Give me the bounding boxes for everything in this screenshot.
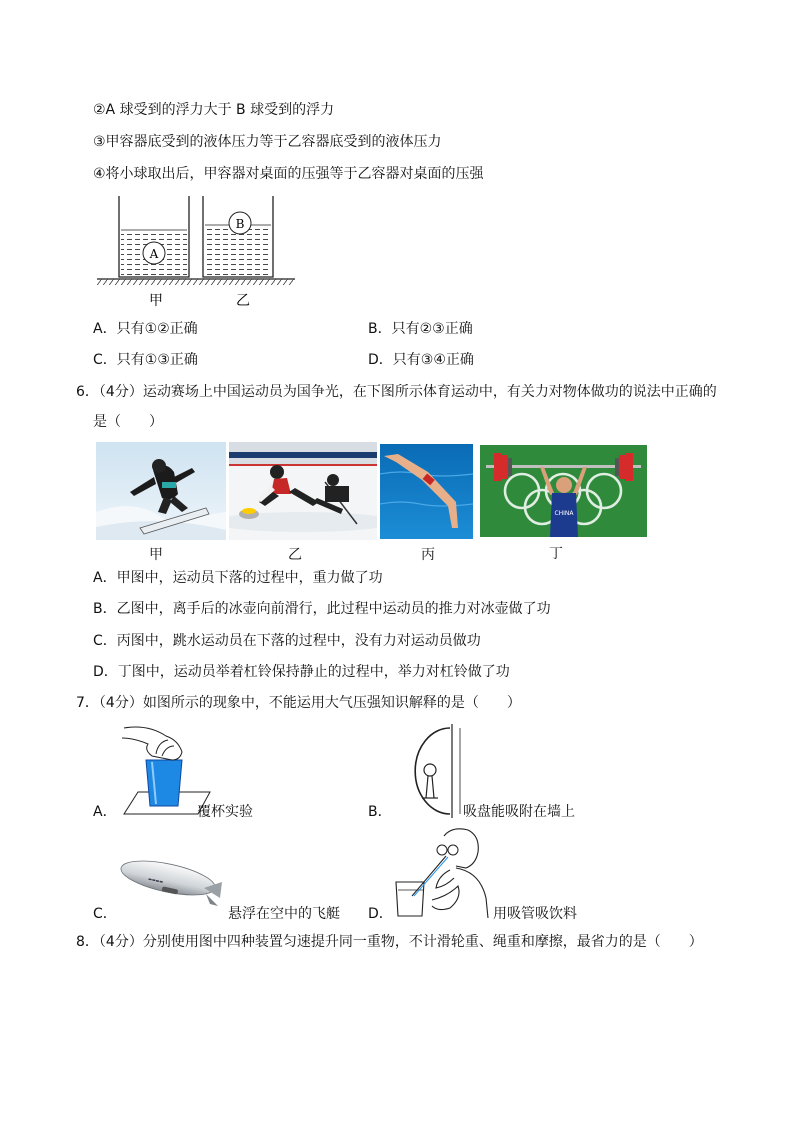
q5-container-figure [95,192,300,312]
q6-stem-line2: 是（ ） [93,414,163,430]
q7-option-b-letter[interactable]: B． [368,804,392,820]
q5-statement-4: ④将小球取出后，甲容器对桌面的压强等于乙容器对桌面的压强 [93,166,484,182]
suction-cup-figure [392,720,464,820]
snowboard-photo [96,442,226,540]
svg-text:▬▬▬▬: ▬▬▬▬ [147,876,164,885]
ball-a-label: A [149,247,159,261]
q5-option-b[interactable]: B．只有②③正确 [368,321,473,337]
label-yi: 乙 [236,293,250,309]
q5-option-d[interactable]: D．只有③④正确 [368,352,474,368]
q5-option-c[interactable]: C．只有①③正确 [93,352,198,368]
q6-option-c[interactable]: C．丙图中，跳水运动员在下落的过程中，没有力对运动员做功 [93,633,481,649]
airship-figure [118,852,226,914]
q5-option-a[interactable]: A．只有①②正确 [93,321,198,337]
q7-option-a-letter[interactable]: A． [93,804,117,820]
q8-stem: 8．（4分）分别使用图中四种装置匀速提升同一重物，不计滑轮重、绳重和摩擦，最省力的是（ ） [76,934,703,950]
shirt-label: CHINA [554,510,574,517]
q6-stem-line1: 6．（4分）运动赛场上中国运动员为国争光，在下图所示体育运动中，有关力对物体做功的说法中正确的 [76,384,717,400]
weightlifting-photo [480,445,647,537]
q6-option-a[interactable]: A．甲图中，运动员下落的过程中，重力做了功 [93,570,383,586]
q5-statement-3: ③甲容器底受到的液体压力等于乙容器底受到的液体压力 [93,134,442,150]
q7-option-d-caption: 用吸管吸饮料 [493,906,577,922]
label-jia: 甲 [149,293,163,309]
q5-statement-2: ②A 球受到的浮力大于 B 球受到的浮力 [93,102,335,118]
photo-caption-ding: 丁 [549,546,563,562]
q6-option-d[interactable]: D．丁图中，运动员举着杠铃保持静止的过程中，举力对杠铃做了功 [93,664,510,680]
diving-photo [380,444,473,539]
ball-b-label: B [235,217,245,231]
q7-stem: 7．（4分）如图所示的现象中，不能运用大气压强知识解释的是（ ） [76,695,521,711]
q7-option-c-caption: 悬浮在空中的飞艇 [228,906,340,922]
photo-caption-bing: 丙 [421,547,435,563]
q7-option-a-caption: 覆杯实验 [197,804,253,820]
straw-drinking-figure [392,826,492,920]
q7-option-b-caption: 吸盘能吸附在墙上 [463,804,575,820]
photo-caption-jia: 甲 [149,547,163,563]
q6-option-b[interactable]: B．乙图中，离手后的冰壶向前滑行，此过程中运动员的推力对冰壶做了功 [93,601,551,617]
q7-option-c-letter[interactable]: C． [93,906,117,922]
table-hatch [97,279,295,285]
photo-caption-yi: 乙 [288,547,302,563]
q7-option-d-letter[interactable]: D． [368,906,393,922]
curling-photo [229,442,377,540]
